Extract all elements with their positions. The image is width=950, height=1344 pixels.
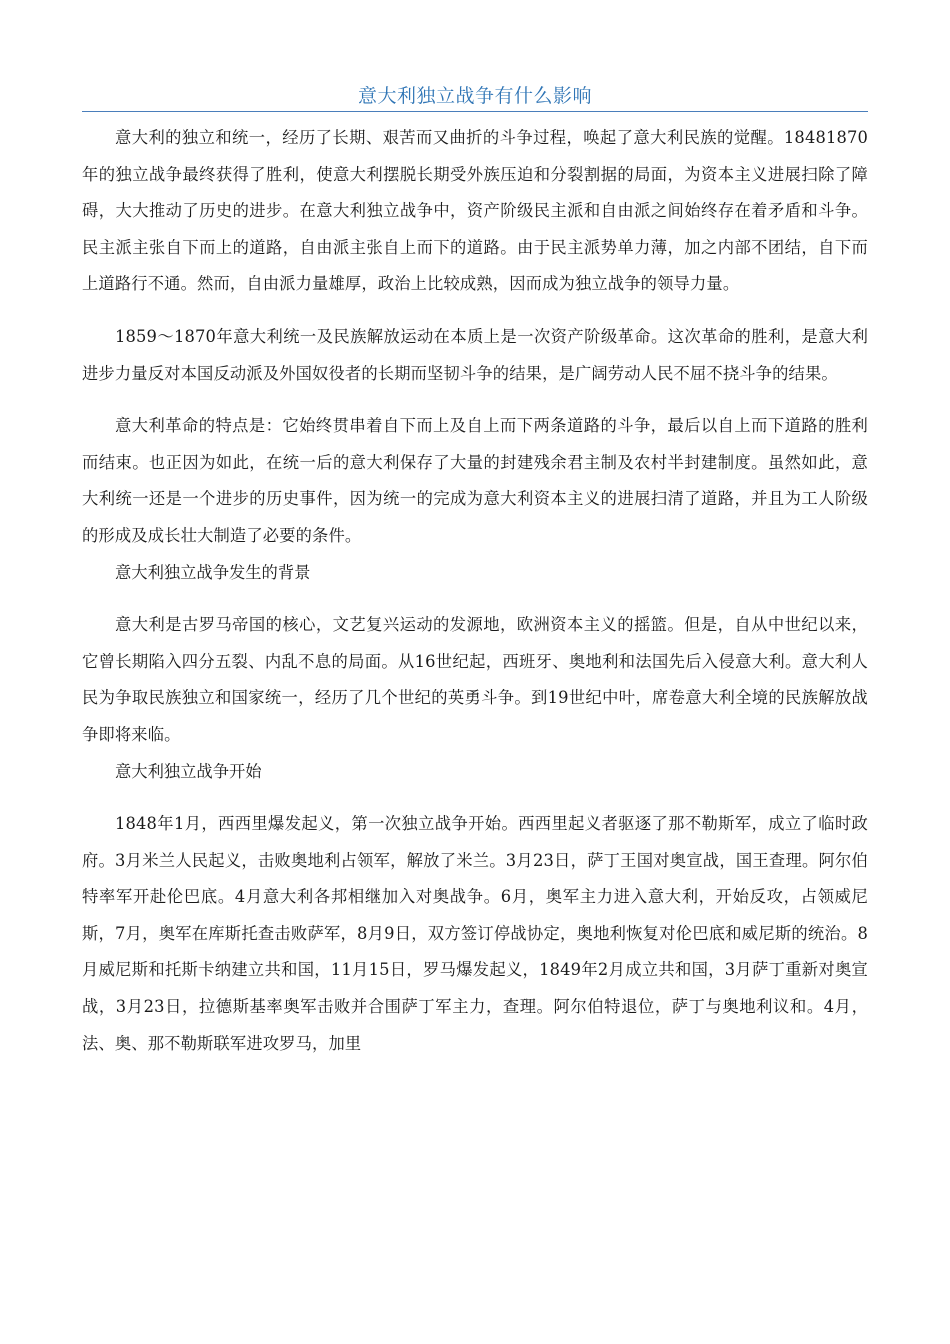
paragraph-background: 意大利是古罗马帝国的核心，文艺复兴运动的发源地，欧洲资本主义的摇篮。但是，自从中世纪以来，它曾长期陷入四分五裂、内乱不息的局面。从16世纪起，西班牙、奥地利和法国先后入侵意大利。意大利人民为争取民族独立和国家统一，经历了几个世纪的英勇斗争。到19世纪中叶，席卷意大利全境的民族解放战争即将来临。 xyxy=(82,615,868,744)
section-heading-war-start: 意大利独立战争开始 xyxy=(115,761,262,781)
page-title: 意大利独立战争有什么影响 xyxy=(357,85,592,107)
paragraph-significance: 意大利的独立和统一，经历了长期、艰苦而又曲折的斗争过程，唤起了意大利民族的觉醒。18481870年的独立战争最终获得了胜利，使意大利摆脱长期受外族压迫和分裂割据的局面，为资本主义进展扫除了障碍，大大推动了历史的进步。在意大利独立战争中，资产阶级民主派和自由派之间始终存在着矛盾和斗争。民主派主张自下而上的道路，自由派主张自上而下的道路。由于民主派势单力薄，加之内部不团结，自下而上道路行不通。然而，自由派力量雄厚，政治上比较成熟，因而成为独立战争的领导力量。 xyxy=(82,128,868,294)
title-divider xyxy=(82,111,868,112)
paragraph-war-start: 1848年1月，西西里爆发起义，第一次独立战争开始。西西里起义者驱逐了那不勒斯军，成立了临时政府。3月米兰人民起义，击败奥地利占领军，解放了米兰。3月23日，萨丁王国对奥宣战，国王查理。阿尔伯特率军开赴伦巴底。4月意大利各邦相继加入对奥战争。6月，奥军主力进入意大利，开始反攻，占领威尼斯，7月，奥军在库斯托查击败萨军，8月9日，双方签订停战协定，奥地利恢复对伦巴底和威尼斯的统治。8月威尼斯和托斯卡纳建立共和国，11月15日，罗马爆发起义，1849年2月成立共和国，3月萨丁重新对奥宣战，3月23日，拉德斯基率奥军击败并合围萨丁军主力，查理。阿尔伯特退位，萨丁与奥地利议和。4月，法、奥、那不勒斯联军进攻罗马，加里 xyxy=(82,814,868,1053)
paragraph-revolution-nature: 1859～1870年意大利统一及民族解放运动在本质上是一次资产阶级革命。这次革命的胜利，是意大利进步力量反对本国反动派及外国奴役者的长期而坚韧斗争的结果，是广阔劳动人民不屈不挠斗争的结果。 xyxy=(82,326,868,383)
paragraph-revolution-features: 意大利革命的特点是：它始终贯串着自下而上及自上而下两条道路的斗争，最后以自上而下道路的胜利而结束。也正因为如此，在统一后的意大利保存了大量的封建残余君主制及农村半封建制度。虽然如此，意大利统一还是一个进步的历史事件，因为统一的完成为意大利资本主义的进展扫清了道路，并且为工人阶级的形成及成长壮大制造了必要的条件。 xyxy=(82,416,868,545)
section-heading-background: 意大利独立战争发生的背景 xyxy=(115,562,311,582)
document-page xyxy=(82,0,868,1062)
